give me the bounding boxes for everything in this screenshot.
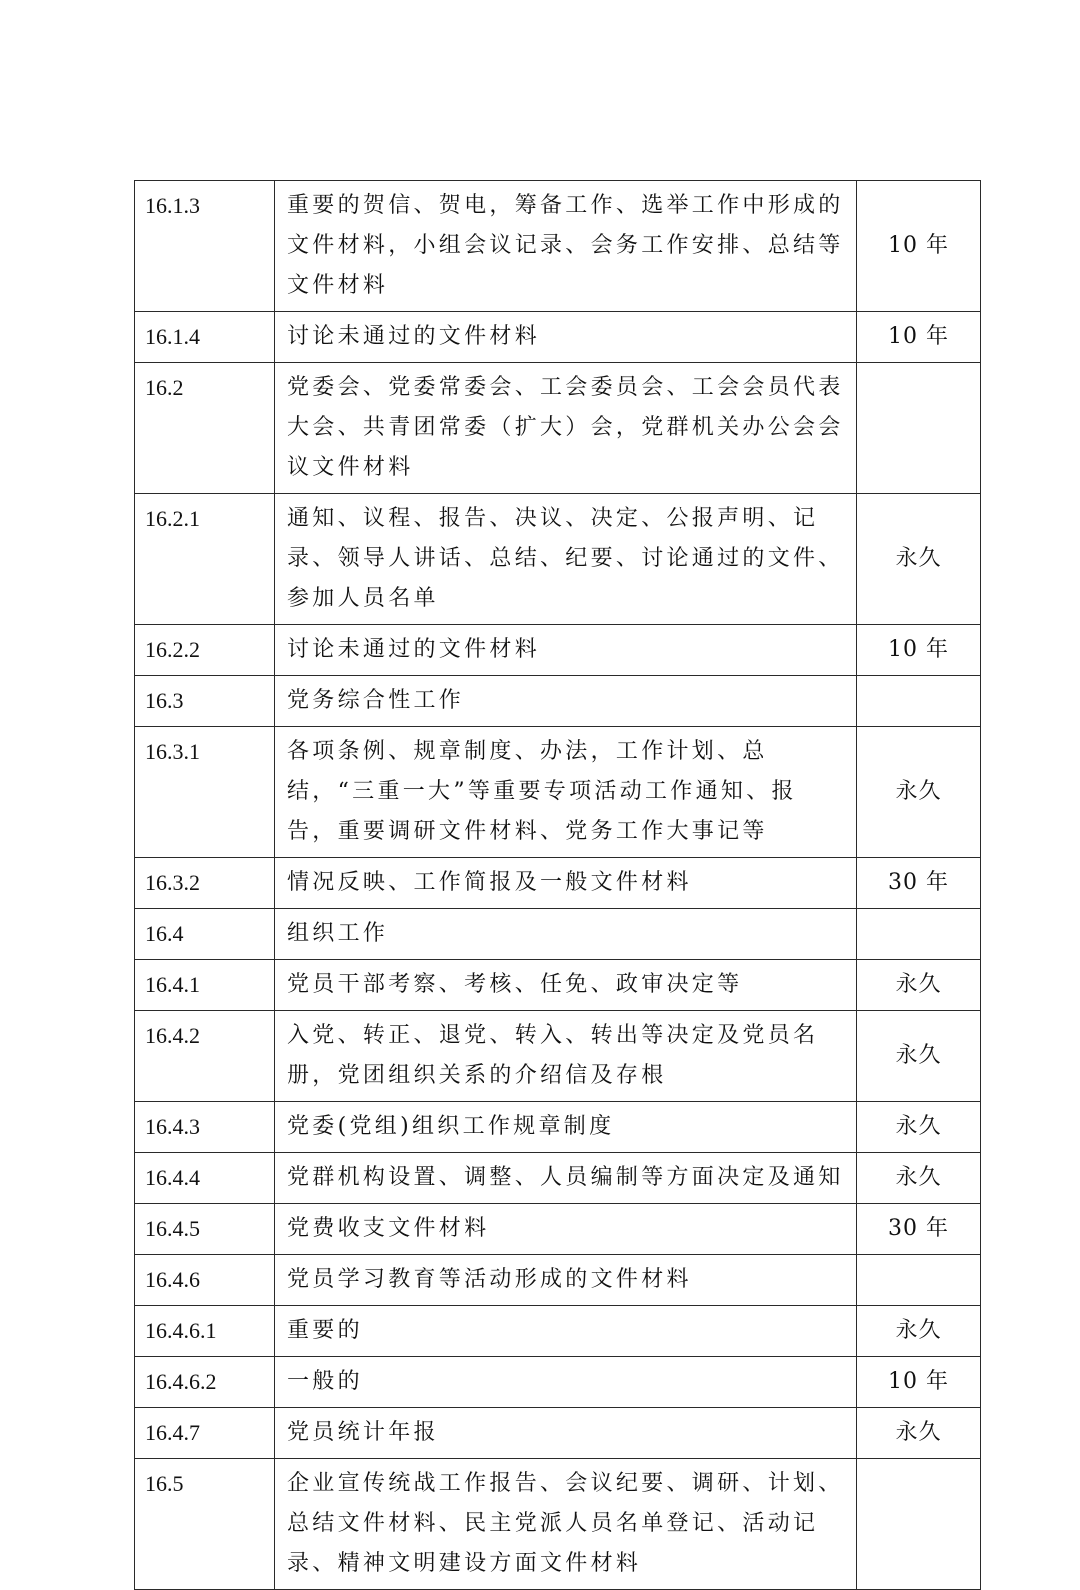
table-row — [135, 909, 981, 960]
item-description: 党员干部考察、考核、任免、政审决定等 — [275, 960, 857, 1011]
table-row — [135, 1255, 981, 1306]
table-row — [135, 1102, 981, 1153]
table-row — [135, 960, 981, 1011]
item-description: 企业宣传统战工作报告、会议纪要、调研、计划、总结文件材料、民主党派人员名单登记、活动记录、精神文明建设方面文件材料 — [275, 1459, 857, 1590]
item-code: 16.2 — [135, 363, 275, 494]
item-code: 16.4.6 — [135, 1255, 275, 1306]
table-row — [135, 181, 981, 312]
item-code: 16.4.6.2 — [135, 1357, 275, 1408]
item-code: 16.4.6.1 — [135, 1306, 275, 1357]
retention-period: 10 年 — [857, 312, 981, 363]
table-row — [135, 494, 981, 625]
item-code: 16.3 — [135, 676, 275, 727]
item-code: 16.5 — [135, 1459, 275, 1590]
item-description: 党委(党组)组织工作规章制度 — [275, 1102, 857, 1153]
item-code: 16.4 — [135, 909, 275, 960]
table-row — [135, 625, 981, 676]
item-code: 16.4.5 — [135, 1204, 275, 1255]
retention-period: 10 年 — [857, 1357, 981, 1408]
item-code: 16.3.2 — [135, 858, 275, 909]
item-code: 16.4.4 — [135, 1153, 275, 1204]
retention-schedule-table — [134, 180, 981, 1590]
item-code: 16.2.2 — [135, 625, 275, 676]
retention-period: 30 年 — [857, 1204, 981, 1255]
retention-period: 永久 — [857, 1011, 981, 1102]
item-description: 入党、转正、退党、转入、转出等决定及党员名册，党团组织关系的介绍信及存根 — [275, 1011, 857, 1102]
retention-period: 10 年 — [857, 625, 981, 676]
retention-period: 永久 — [857, 1408, 981, 1459]
retention-period — [857, 363, 981, 494]
retention-period: 永久 — [857, 960, 981, 1011]
item-description: 一般的 — [275, 1357, 857, 1408]
item-description: 重要的 — [275, 1306, 857, 1357]
retention-period: 永久 — [857, 727, 981, 858]
item-description: 党群机构设置、调整、人员编制等方面决定及通知 — [275, 1153, 857, 1204]
item-code: 16.1.3 — [135, 181, 275, 312]
table-row — [135, 363, 981, 494]
table-row — [135, 312, 981, 363]
item-code: 16.1.4 — [135, 312, 275, 363]
item-description: 组织工作 — [275, 909, 857, 960]
item-description: 各项条例、规章制度、办法，工作计划、总结，“三重一大”等重要专项活动工作通知、报告，重要调研文件材料、党务工作大事记等 — [275, 727, 857, 858]
item-description: 通知、议程、报告、决议、决定、公报声明、记录、领导人讲话、总结、纪要、讨论通过的文件、参加人员名单 — [275, 494, 857, 625]
item-description: 党员学习教育等活动形成的文件材料 — [275, 1255, 857, 1306]
item-description: 党委会、党委常委会、工会委员会、工会会员代表大会、共青团常委（扩大）会，党群机关办公会会议文件材料 — [275, 363, 857, 494]
table-body — [135, 181, 981, 1590]
retention-period: 永久 — [857, 1153, 981, 1204]
item-code: 16.4.3 — [135, 1102, 275, 1153]
item-code: 16.4.2 — [135, 1011, 275, 1102]
retention-period — [857, 1459, 981, 1590]
item-description: 讨论未通过的文件材料 — [275, 312, 857, 363]
retention-period: 10 年 — [857, 181, 981, 312]
item-code: 16.4.1 — [135, 960, 275, 1011]
item-description: 党务综合性工作 — [275, 676, 857, 727]
retention-period: 30 年 — [857, 858, 981, 909]
retention-period — [857, 676, 981, 727]
item-description: 讨论未通过的文件材料 — [275, 625, 857, 676]
table-row — [135, 1306, 981, 1357]
table-row — [135, 1011, 981, 1102]
retention-period: 永久 — [857, 1102, 981, 1153]
item-description: 党费收支文件材料 — [275, 1204, 857, 1255]
table-row — [135, 1204, 981, 1255]
item-description: 重要的贺信、贺电，筹备工作、选举工作中形成的文件材料，小组会议记录、会务工作安排、总结等文件材料 — [275, 181, 857, 312]
table-row — [135, 727, 981, 858]
table-row — [135, 1357, 981, 1408]
retention-period: 永久 — [857, 494, 981, 625]
table-row — [135, 1408, 981, 1459]
retention-period — [857, 909, 981, 960]
item-code: 16.4.7 — [135, 1408, 275, 1459]
table-row — [135, 858, 981, 909]
item-description: 党员统计年报 — [275, 1408, 857, 1459]
item-code: 16.3.1 — [135, 727, 275, 858]
retention-period: 永久 — [857, 1306, 981, 1357]
table-row — [135, 1153, 981, 1204]
retention-period — [857, 1255, 981, 1306]
item-description: 情况反映、工作简报及一般文件材料 — [275, 858, 857, 909]
table-row — [135, 1459, 981, 1590]
table-row — [135, 676, 981, 727]
item-code: 16.2.1 — [135, 494, 275, 625]
